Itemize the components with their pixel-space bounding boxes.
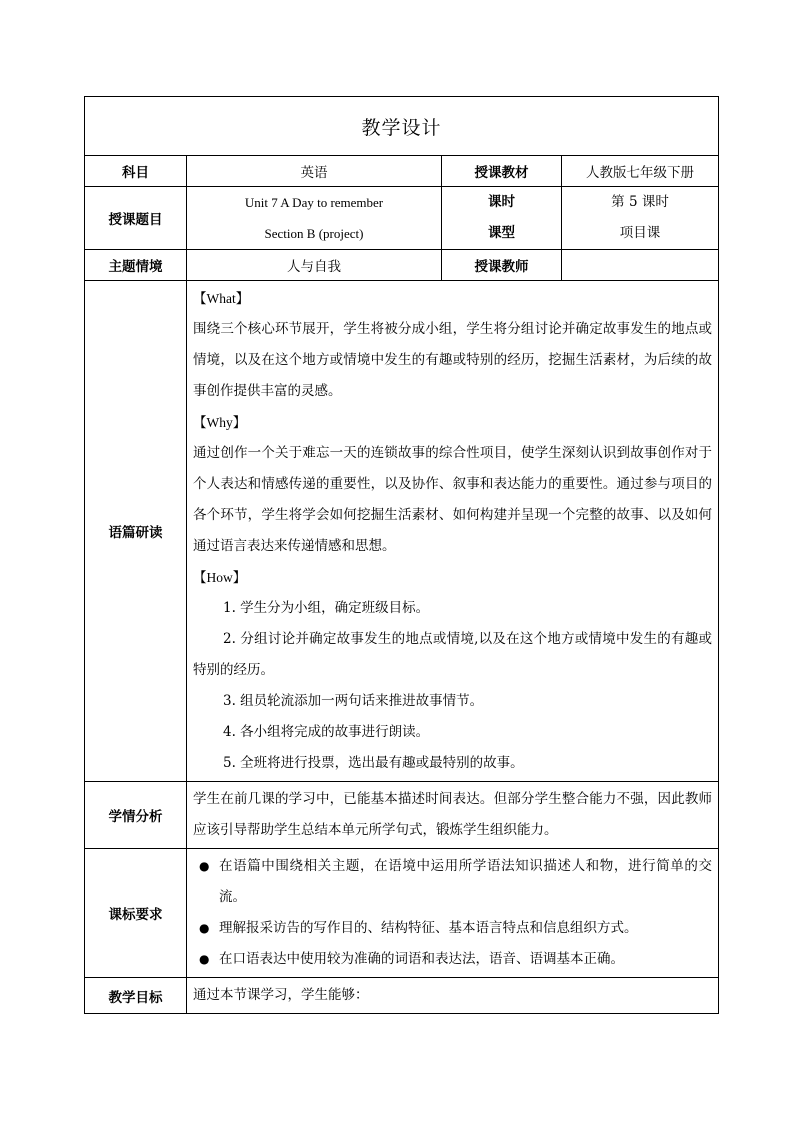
subject-label: 科目 [85, 156, 187, 187]
how-step: 3. 组员轮流添加一两句话来推进故事情节。 [223, 693, 484, 709]
why-text: 通过创作一个关于难忘一天的连锁故事的综合性项目，使学生深刻认识到故事创作对于个人表达和情感传递的重要性，以及协作、叙事和表达能力的重要性。通过参与项目的各个环节，学生将学会如何挖掘生活素材、如何构建并呈现一个完整的故事、以及如何通过语言表达来传递情感和思想。 [193, 445, 713, 554]
topic-value [187, 187, 442, 250]
lesson-plan-table [84, 96, 719, 1014]
type-value: 项目课 [619, 225, 661, 241]
analysis-content [187, 281, 719, 782]
list-item [193, 913, 712, 944]
how-step: 1. 学生分为小组，确定班级目标。 [223, 600, 430, 616]
how-step: 5. 全班将进行投票，选出最有趣或最特别的故事。 [223, 755, 524, 771]
textbook-label: 授课教材 [442, 156, 562, 187]
learner-text: 学生在前几课的学习中，已能基本描述时间表达。但部分学生整合能力不强，因此教师应该引导帮助学生总结本单元所学句式，锻炼学生组织能力。 [187, 782, 719, 849]
why-heading: 【Why】 [193, 415, 247, 430]
objectives-label: 教学目标 [85, 978, 187, 1014]
standards-label: 课标要求 [85, 849, 187, 978]
objectives-text: 通过本节课学习，学生能够： [187, 978, 719, 1014]
learner-label: 学情分析 [85, 782, 187, 849]
teacher-value [562, 250, 719, 281]
standards-list [193, 851, 712, 975]
subject-value: 英语 [187, 156, 442, 187]
theme-label: 主题情境 [85, 250, 187, 281]
standards-item-text: 理解报采访告的写作目的、结构特征、基本语言特点和信息组织方式。 [219, 920, 638, 936]
what-heading: 【What】 [193, 291, 250, 306]
how-heading: 【How】 [193, 570, 247, 585]
bullet-icon: ● [199, 859, 210, 873]
period-value: 第 5 课时 [611, 194, 669, 210]
standards-item-text: 在口语表达中使用较为准确的词语和表达法，语音、语调基本正确。 [219, 951, 624, 967]
how-step: 4. 各小组将完成的故事进行朗读。 [223, 724, 430, 740]
what-text: 围绕三个核心环节展开，学生将被分成小组，学生将分组讨论并确定故事发生的地点或情境，以及在这个地方或情境中发生的有趣或特别的经历，挖掘生活素材，为后续的故事创作提供丰富的灵感。 [193, 321, 713, 399]
standards-content [187, 849, 719, 978]
period-label: 课时 [488, 194, 515, 210]
topic-label: 授课题目 [85, 187, 187, 250]
topic-line-1: Unit 7 A Day to remember [244, 195, 384, 210]
list-item [193, 851, 712, 913]
page-title: 教学设计 [85, 97, 719, 156]
list-item [193, 944, 712, 975]
textbook-value: 人教版七年级下册 [562, 156, 719, 187]
theme-value: 人与自我 [187, 250, 442, 281]
standards-item-text: 在语篇中围绕相关主题，在语境中运用所学语法知识描述人和物，进行简单的交流。 [219, 858, 713, 905]
period-type-values [562, 187, 719, 250]
analysis-label: 语篇研读 [85, 281, 187, 782]
period-type-labels [442, 187, 562, 250]
bullet-icon: ● [199, 921, 210, 935]
bullet-icon: ● [199, 952, 210, 966]
how-step: 2. 分组讨论并确定故事发生的地点或情境,以及在这个地方或情境中发生的有趣或特别的经历。 [193, 631, 713, 678]
type-label: 课型 [488, 225, 515, 241]
topic-line-2: Section B (project) [264, 226, 364, 241]
teacher-label: 授课教师 [442, 250, 562, 281]
